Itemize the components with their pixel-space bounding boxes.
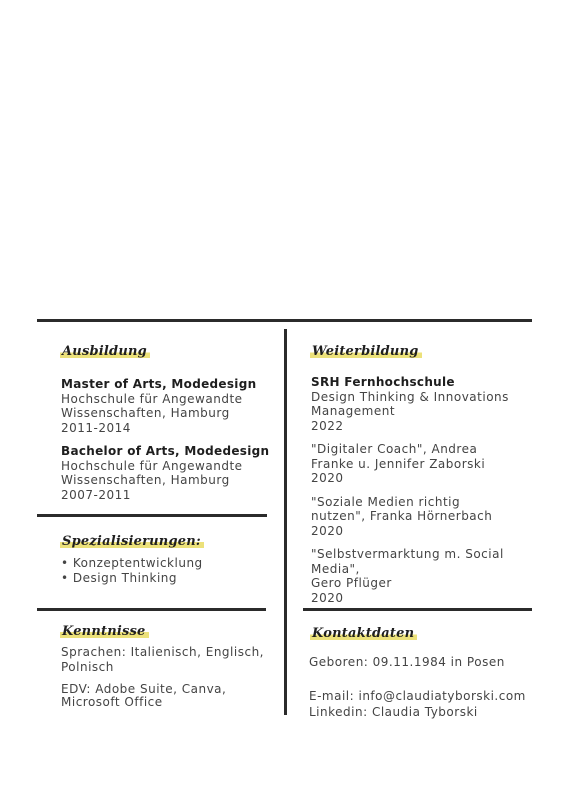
list-item: • Konzeptentwicklung [61,556,203,570]
center-divider [284,329,287,715]
linkedin[interactable]: Linkedin: Claudia Tyborski [309,705,478,719]
kenntnisse-section [61,645,276,709]
years: 2011-2014 [61,420,131,435]
kontakt-section [309,655,559,720]
education-entry [61,377,276,435]
kontakt-heading: Kontaktdaten [310,626,417,641]
year: 2020 [311,523,344,538]
training-entry [311,547,556,605]
birth-info: Geboren: 09.11.1984 in Posen [309,655,505,669]
trainer: Gero Pflüger [311,576,392,590]
course: "Digitaler Coach", Andrea [311,442,478,456]
course: "Selbstvermarktung m. Social Media", [311,547,504,576]
weiterbildung-section [311,375,556,614]
years: 2007-2011 [61,487,131,502]
training-entry [311,375,556,433]
school: Hochschule für Angewandte [61,391,243,406]
top-divider [37,319,532,322]
education-entry [61,444,276,502]
list-item: • Design Thinking [61,571,178,585]
email[interactable]: E-mail: info@claudiatyborski.com [309,688,526,703]
trainer: Franke u. Jennifer Zaborski [311,456,486,471]
spezialisierungen-list [61,556,276,586]
software-cont: Microsoft Office [61,695,163,709]
spezialisierungen-heading: Spezialisierungen: [60,534,204,549]
left-divider-1 [37,514,267,517]
school: Hochschule für Angewandte [61,458,243,473]
languages-cont: Polnisch [61,659,114,674]
year: 2020 [311,471,344,485]
software: EDV: Adobe Suite, Canva, [61,682,227,696]
course: "Soziale Medien richtig [311,494,461,509]
program-cont: Management [311,404,396,418]
languages: Sprachen: Italienisch, Englisch, [61,645,264,659]
ausbildung-section [61,377,276,511]
degree: Master of Arts, Modedesign [61,377,257,391]
ausbildung-heading: Ausbildung [60,344,150,359]
institution: SRH Fernhochschule [311,375,455,389]
degree: Bachelor of Arts, Modedesign [61,444,270,458]
year: 2020 [311,590,344,605]
program: Design Thinking & Innovations [311,389,509,404]
trainer: nutzen", Franka Hörnerbach [311,509,493,523]
school: Wissenschaften, Hamburg [61,406,230,420]
school: Wissenschaften, Hamburg [61,473,230,487]
training-entry [311,495,556,539]
year: 2022 [311,418,344,433]
weiterbildung-heading: Weiterbildung [310,344,422,359]
training-entry [311,442,556,486]
left-divider-2 [37,608,266,611]
kenntnisse-heading: Kenntnisse [60,624,149,639]
